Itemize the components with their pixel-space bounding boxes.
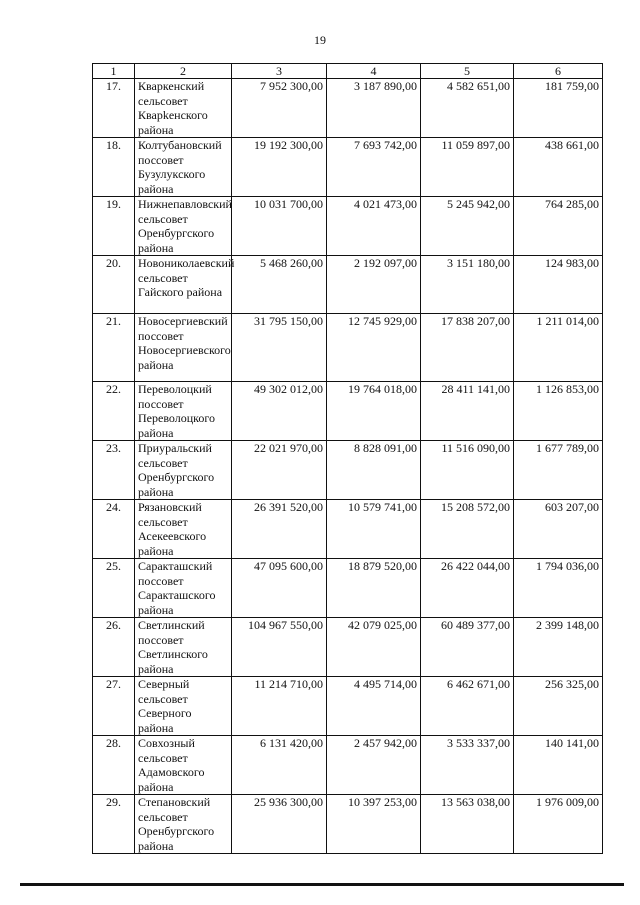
header-cell-4: 4: [327, 64, 421, 79]
row-number-cell: 27.: [93, 677, 135, 736]
row-col6-cell: 256 325,00: [514, 677, 603, 736]
table-row: [93, 618, 603, 677]
row-col5-cell: 3 151 180,00: [421, 256, 514, 314]
table-row: [93, 795, 603, 854]
row-name-cell: Новосергиевский поссовет Новосергиевского района: [135, 314, 232, 382]
row-name-cell: Новониколаевский сельсовет Гайского района: [135, 256, 232, 314]
row-col4-cell: 10 579 741,00: [327, 500, 421, 559]
row-number-cell: 20.: [93, 256, 135, 314]
table-row: [93, 441, 603, 500]
row-col6-cell: 140 141,00: [514, 736, 603, 795]
table-row: [93, 197, 603, 256]
row-name-cell: Светлинский поссовет Светлинского района: [135, 618, 232, 677]
row-col4-cell: 12 745 929,00: [327, 314, 421, 382]
row-name-cell: Степановский сельсовет Оренбургского района: [135, 795, 232, 854]
row-col5-cell: 4 582 651,00: [421, 79, 514, 138]
row-col3-cell: 10 031 700,00: [232, 197, 327, 256]
table-body: [93, 79, 603, 854]
table-row: [93, 79, 603, 138]
row-name-cell: Нижнепавловский сельсовет Оренбургского района: [135, 197, 232, 256]
row-name-cell: Саракташский поссовет Саракташского района: [135, 559, 232, 618]
row-col3-cell: 6 131 420,00: [232, 736, 327, 795]
row-col4-cell: 8 828 091,00: [327, 441, 421, 500]
row-number-cell: 18.: [93, 138, 135, 197]
table-header-row: [93, 64, 603, 79]
row-col3-cell: 11 214 710,00: [232, 677, 327, 736]
header-cell-5: 5: [421, 64, 514, 79]
row-number-cell: 22.: [93, 382, 135, 441]
header-cell-2: 2: [135, 64, 232, 79]
table-row: [93, 382, 603, 441]
row-number-cell: 24.: [93, 500, 135, 559]
row-col4-cell: 2 192 097,00: [327, 256, 421, 314]
row-col6-cell: 124 983,00: [514, 256, 603, 314]
table-row: [93, 559, 603, 618]
row-col5-cell: 17 838 207,00: [421, 314, 514, 382]
row-col4-cell: 42 079 025,00: [327, 618, 421, 677]
row-col3-cell: 5 468 260,00: [232, 256, 327, 314]
row-col3-cell: 47 095 600,00: [232, 559, 327, 618]
row-name-cell: Колтубановский поссовет Бузулукского района: [135, 138, 232, 197]
row-col3-cell: 49 302 012,00: [232, 382, 327, 441]
row-col4-cell: 4 021 473,00: [327, 197, 421, 256]
bottom-rule: [20, 883, 624, 886]
row-number-cell: 23.: [93, 441, 135, 500]
row-col6-cell: 1 794 036,00: [514, 559, 603, 618]
row-col3-cell: 104 967 550,00: [232, 618, 327, 677]
row-number-cell: 26.: [93, 618, 135, 677]
row-name-cell: Кваркенский сельсовет Кварkенского района: [135, 79, 232, 138]
table-row: [93, 138, 603, 197]
row-col5-cell: 6 462 671,00: [421, 677, 514, 736]
header-cell-3: 3: [232, 64, 327, 79]
row-col3-cell: 22 021 970,00: [232, 441, 327, 500]
row-col5-cell: 26 422 044,00: [421, 559, 514, 618]
row-col6-cell: 1 126 853,00: [514, 382, 603, 441]
header-cell-1: 1: [93, 64, 135, 79]
row-col4-cell: 7 693 742,00: [327, 138, 421, 197]
row-col4-cell: 4 495 714,00: [327, 677, 421, 736]
row-name-cell: Приуральский сельсовет Оренбургского района: [135, 441, 232, 500]
row-col6-cell: 1 677 789,00: [514, 441, 603, 500]
row-name-cell: Рязановский сельсовет Асекеевского района: [135, 500, 232, 559]
page-number: 19: [314, 33, 326, 47]
row-col5-cell: 13 563 038,00: [421, 795, 514, 854]
row-col5-cell: 5 245 942,00: [421, 197, 514, 256]
row-number-cell: 25.: [93, 559, 135, 618]
row-col5-cell: 11 516 090,00: [421, 441, 514, 500]
row-number-cell: 19.: [93, 197, 135, 256]
table-row: [93, 677, 603, 736]
row-col3-cell: 26 391 520,00: [232, 500, 327, 559]
row-col6-cell: 181 759,00: [514, 79, 603, 138]
row-col6-cell: 603 207,00: [514, 500, 603, 559]
row-name-cell: Переволоцкий поссовет Переволоцкого района: [135, 382, 232, 441]
row-number-cell: 28.: [93, 736, 135, 795]
row-col6-cell: 1 976 009,00: [514, 795, 603, 854]
row-col6-cell: 2 399 148,00: [514, 618, 603, 677]
row-col5-cell: 15 208 572,00: [421, 500, 514, 559]
row-col6-cell: 764 285,00: [514, 197, 603, 256]
row-col6-cell: 1 211 014,00: [514, 314, 603, 382]
row-col3-cell: 25 936 300,00: [232, 795, 327, 854]
row-col5-cell: 11 059 897,00: [421, 138, 514, 197]
row-col5-cell: 60 489 377,00: [421, 618, 514, 677]
row-name-cell: Северный сельсовет Северного района: [135, 677, 232, 736]
row-col5-cell: 28 411 141,00: [421, 382, 514, 441]
row-col3-cell: 31 795 150,00: [232, 314, 327, 382]
row-col6-cell: 438 661,00: [514, 138, 603, 197]
table-row: [93, 314, 603, 382]
row-name-cell: Совхозный сельсовет Адамовского района: [135, 736, 232, 795]
table-row: [93, 256, 603, 314]
row-col4-cell: 10 397 253,00: [327, 795, 421, 854]
row-col3-cell: 19 192 300,00: [232, 138, 327, 197]
row-col4-cell: 3 187 890,00: [327, 79, 421, 138]
row-number-cell: 17.: [93, 79, 135, 138]
row-number-cell: 29.: [93, 795, 135, 854]
table-row: [93, 500, 603, 559]
table-row: [93, 736, 603, 795]
row-col5-cell: 3 533 337,00: [421, 736, 514, 795]
row-col4-cell: 2 457 942,00: [327, 736, 421, 795]
row-col4-cell: 18 879 520,00: [327, 559, 421, 618]
row-col3-cell: 7 952 300,00: [232, 79, 327, 138]
row-number-cell: 21.: [93, 314, 135, 382]
data-table: [92, 63, 603, 854]
row-col4-cell: 19 764 018,00: [327, 382, 421, 441]
header-cell-6: 6: [514, 64, 603, 79]
